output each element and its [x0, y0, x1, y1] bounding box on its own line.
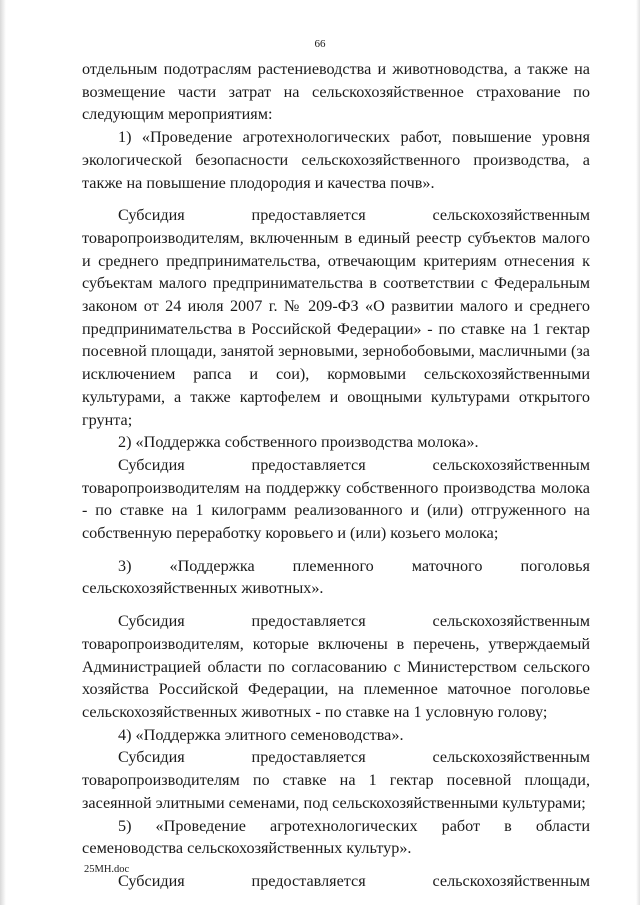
paragraph-subsidy-5: Субсидия предоставляется сельскохозяйственным	[118, 871, 590, 890]
scan-edge-right	[636, 0, 640, 905]
paragraph-subsidy-4: Субсидия предоставляется сельскохозяйственным товаропроизводителям по ставке на 1 гектар посевной площади, засеянной элитными семенами, под сельскохозяйственными культурами;	[82, 748, 590, 812]
paragraph-item-3: 3) «Поддержка племенного маточного поголовья сельскохозяйственных животных».	[82, 556, 590, 598]
paragraph-item-2: 2) «Поддержка собственного производства молока».	[118, 433, 479, 452]
paragraph-item-4: 4) «Поддержка элитного семеноводства».	[118, 725, 404, 744]
scan-edge-left	[0, 0, 6, 905]
paragraph-subsidy-1: Субсидия предоставляется сельскохозяйственным товаропроизводителям, включенным в единый реестр субъектов малого и среднего предпринимательства, отвечающим критериям отнесения к субъектам малого предпринимательства в соответствии с Федеральным законом от 24 июля 2007 г. № 209-ФЗ «О развитии малого и среднего предпринимательства в Российской Федерации» - по ставке на 1 гектар посевной площади, занятой зерновыми, зернобобовыми, масличными (за исключением рапса и сои), кормовыми сельскохозяйственными культурами, а также картофелем и овощными культурами открытого грунта;	[82, 206, 590, 429]
paragraph-subsidy-2: Субсидия предоставляется сельскохозяйственным товаропроизводителям на поддержку собственного производства молока - по ставке на 1 килограмм реализованного и (или) отгруженного на собственную переработку коровьего и (или) козьего молока;	[82, 455, 590, 543]
paragraph-subsidy-3: Субсидия предоставляется сельскохозяйственным товаропроизводителям, которые включены в перечень, утверждаемый Администрацией области по согласованию с Министерством сельского хозяйства Российской Федерации, на племенное маточное поголовье сельскохозяйственных животных - по ставке на 1 условную голову;	[82, 612, 590, 721]
paragraph-item-1: 1) «Проведение агротехнологических работ, повышение уровня экологической безопасности сельскохозяйственного производства, а также на повышение плодородия и качества почв».	[82, 128, 590, 192]
page-number: 66	[314, 38, 326, 50]
file-name-footer: 25MH.doc	[84, 864, 130, 875]
paragraph-intro: отдельным подотраслям растениеводства и животноводства, а также на возмещение части затрат на сельскохозяйственное страхование по следующим мероприятиям:	[82, 60, 590, 124]
document-body	[82, 58, 590, 893]
paragraph-item-5: 5) «Проведение агротехнологических работ в области семеноводства сельскохозяйственных культур».	[82, 816, 590, 858]
